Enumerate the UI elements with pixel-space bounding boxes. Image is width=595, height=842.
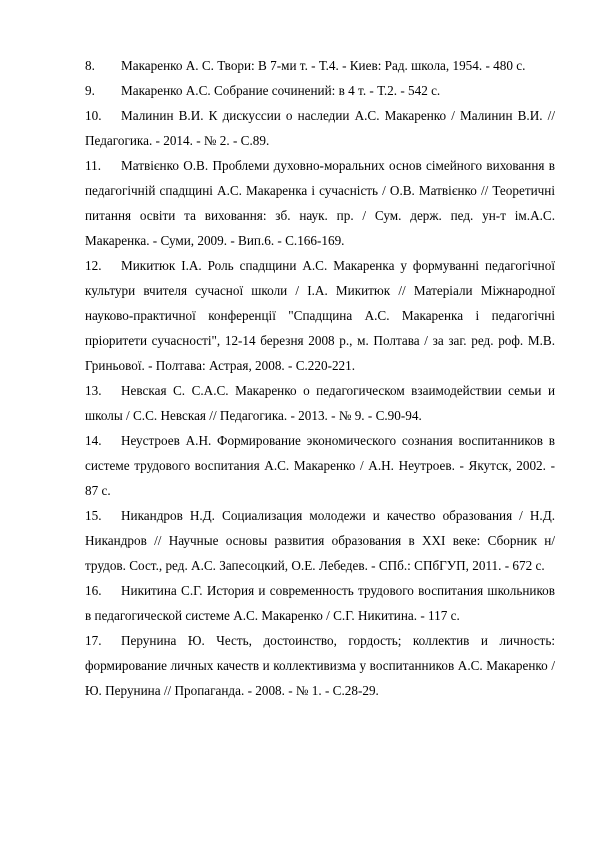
reference-item <box>85 503 555 578</box>
reference-item <box>85 628 555 703</box>
reference-text: Никитина С.Г. История и современность трудового воспитания школьников в педагогической системе А.С. Макаренко / С.Г. Никитина. - 117 с. <box>85 583 555 623</box>
reference-item <box>85 153 555 253</box>
reference-number: 12. <box>85 258 102 273</box>
reference-item <box>85 103 555 153</box>
reference-text: Никандров Н.Д. Социализация молодежи и качество образования / Н.Д. Никандров // Научные основы развития образования в XXI веке: Сборник н/трудов. Сост., ред. А.С. Запесоцкий, О.Е. Лебедев. - СПб.: СПбГУП, 2011. - 672 с. <box>85 508 555 573</box>
reference-item <box>85 428 555 503</box>
reference-text: Перунина Ю. Честь, достоинство, гордость; коллектив и личность: формирование личных качеств и коллективизма у воспитанников А.С. Макаренко / Ю. Перунина // Пропаганда. - 2008. - № 1. - С.28-29. <box>85 633 555 698</box>
reference-text: Неустроев А.Н. Формирование экономического сознания воспитанников в системе трудового воспитания А.С. Макаренко / А.Н. Неутроев. - Якутск, 2002. - 87 с. <box>85 433 555 498</box>
reference-item <box>85 53 555 78</box>
reference-number: 13. <box>85 383 102 398</box>
reference-text: Макаренко А. С. Твори: В 7-ми т. - Т.4. - Киев: Рад. школа, 1954. - 480 с. <box>121 58 526 73</box>
reference-text: Малинин В.И. К дискуссии о наследии А.С. Макаренко / Малинин В.И. // Педагогика. - 2014. - № 2. - С.89. <box>85 108 555 148</box>
reference-text: Микитюк І.А. Роль спадщини А.С. Макаренка у формуванні педагогічної культури вчителя сучасної школи / І.А. Микитюк // Матеріали Міжнародної науково-практичної конференції "Спадщина А.С. Макаренка і педагогічні пріоритети сучасності", 12-14 березня 2008 р., м. Полтава / за заг. ред. роф. М.В. Гриньової. - Полтава: Астрая, 2008. - С.220-221. <box>85 258 555 373</box>
reference-number: 15. <box>85 508 102 523</box>
reference-item <box>85 578 555 628</box>
reference-number: 16. <box>85 583 102 598</box>
reference-number: 10. <box>85 108 102 123</box>
reference-text: Матвієнко О.В. Проблеми духовно-моральних основ сімейного виховання в педагогічній спадщині А.С. Макаренка і сучасність / О.В. Матвієнко // Теоретичні питання освіти та виховання: зб. наук. пр. / Сум. держ. пед. ун-т ім.А.С. Макаренка. - Суми, 2009. - Вип.6. - С.166-169. <box>85 158 555 248</box>
reference-number: 11. <box>85 158 101 173</box>
reference-number: 14. <box>85 433 102 448</box>
reference-list <box>85 53 555 703</box>
reference-item <box>85 378 555 428</box>
reference-item <box>85 253 555 378</box>
reference-number: 9. <box>85 83 95 98</box>
reference-number: 17. <box>85 633 102 648</box>
reference-item <box>85 78 555 103</box>
reference-text: Невская С. С.А.С. Макаренко о педагогическом взаимодействии семьи и школы / С.С. Невская // Педагогика. - 2013. - № 9. - С.90-94. <box>85 383 555 423</box>
reference-number: 8. <box>85 58 95 73</box>
reference-text: Макаренко А.С. Собрание сочинений: в 4 т. - Т.2. - 542 с. <box>121 83 441 98</box>
